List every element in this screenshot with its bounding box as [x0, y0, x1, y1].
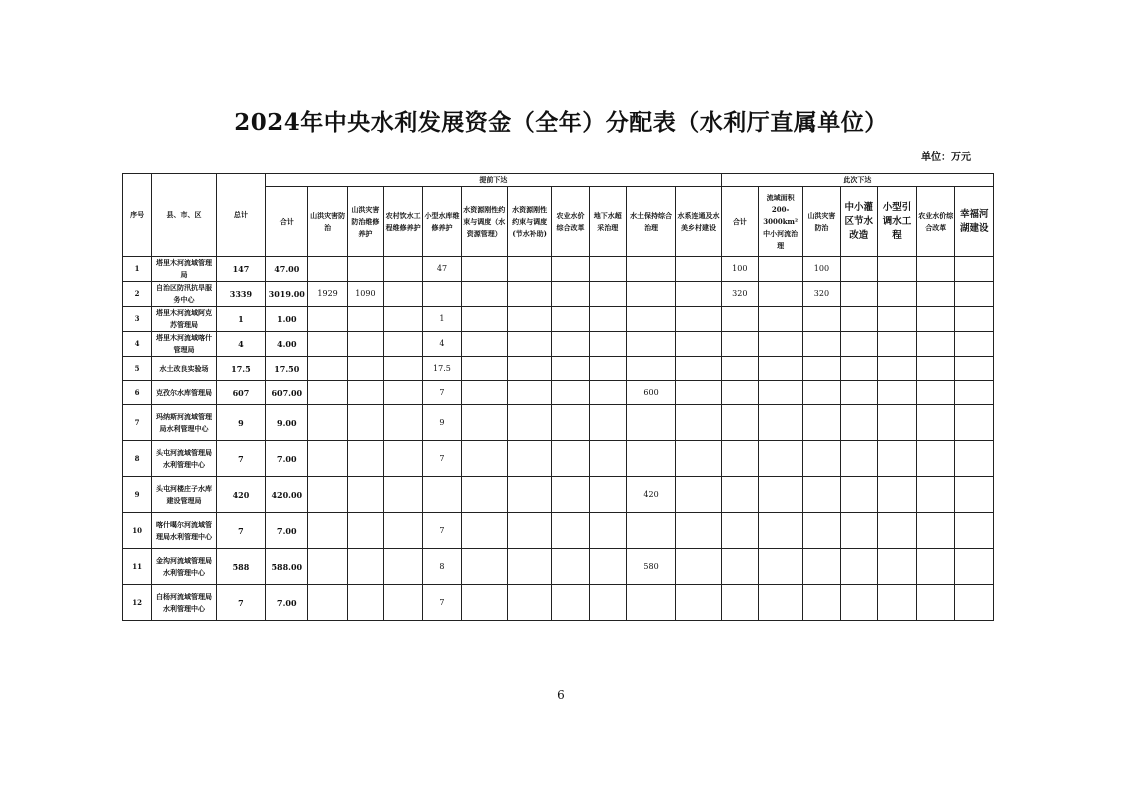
- header-advance-col: 农村饮水工程维修养护: [384, 187, 423, 257]
- cell-current: [955, 332, 994, 357]
- cell-current: [917, 282, 955, 307]
- cell-advance: [589, 381, 626, 405]
- header-current-group: 此次下达: [721, 174, 993, 187]
- cell-seq: 12: [123, 585, 152, 621]
- cell-total: 1: [216, 307, 265, 332]
- header-advance-col: 山洪灾害防治: [308, 187, 347, 257]
- cell-advance: [347, 513, 383, 549]
- cell-advance: [384, 381, 423, 405]
- cell-current: [758, 381, 802, 405]
- cell-current: [917, 307, 955, 332]
- cell-advance: 3019.00: [266, 282, 308, 307]
- cell-advance: [384, 549, 423, 585]
- cell-current: [877, 513, 916, 549]
- cell-current: [877, 381, 916, 405]
- cell-current: [803, 332, 840, 357]
- cell-current: [758, 257, 802, 282]
- cell-advance: 7: [423, 381, 461, 405]
- cell-advance: [507, 585, 551, 621]
- cell-current: [877, 282, 916, 307]
- cell-region: 白杨河流域管理局水利管理中心: [152, 585, 217, 621]
- cell-advance: [461, 513, 507, 549]
- cell-seq: 11: [123, 549, 152, 585]
- cell-advance: [507, 405, 551, 441]
- cell-total: 4: [216, 332, 265, 357]
- cell-advance: 580: [626, 549, 675, 585]
- cell-advance: 588.00: [266, 549, 308, 585]
- cell-advance: [552, 441, 589, 477]
- cell-advance: [347, 357, 383, 381]
- cell-total: 607: [216, 381, 265, 405]
- cell-advance: [507, 332, 551, 357]
- cell-advance: 4: [423, 332, 461, 357]
- cell-current: [803, 477, 840, 513]
- cell-advance: 8: [423, 549, 461, 585]
- cell-current: [917, 585, 955, 621]
- header-advance-col: 山洪灾害防治维修养护: [347, 187, 383, 257]
- cell-current: [877, 549, 916, 585]
- cell-current: [803, 357, 840, 381]
- cell-current: [721, 549, 758, 585]
- cell-seq: 3: [123, 307, 152, 332]
- cell-advance: [308, 585, 347, 621]
- cell-advance: [552, 357, 589, 381]
- cell-advance: [384, 257, 423, 282]
- cell-current: [803, 585, 840, 621]
- cell-region: 克孜尔水库管理局: [152, 381, 217, 405]
- cell-advance: [507, 477, 551, 513]
- header-advance-col: 合计: [266, 187, 308, 257]
- cell-advance: 7.00: [266, 441, 308, 477]
- cell-current: [758, 332, 802, 357]
- allocation-table: [122, 173, 994, 621]
- cell-current: [758, 549, 802, 585]
- cell-seq: 1: [123, 257, 152, 282]
- cell-total: 17.5: [216, 357, 265, 381]
- cell-advance: 7: [423, 513, 461, 549]
- table-row: [123, 585, 994, 621]
- cell-advance: [347, 477, 383, 513]
- cell-advance: 1.00: [266, 307, 308, 332]
- cell-advance: [676, 282, 721, 307]
- cell-advance: [461, 405, 507, 441]
- cell-current: [721, 332, 758, 357]
- cell-current: [955, 441, 994, 477]
- cell-advance: [626, 257, 675, 282]
- cell-advance: 420: [626, 477, 675, 513]
- cell-advance: [308, 307, 347, 332]
- cell-current: [840, 307, 877, 332]
- cell-advance: [461, 549, 507, 585]
- cell-current: [955, 585, 994, 621]
- cell-region: 金沟河流域管理局水利管理中心: [152, 549, 217, 585]
- cell-advance: [589, 585, 626, 621]
- cell-current: [721, 381, 758, 405]
- cell-advance: [589, 441, 626, 477]
- cell-current: [840, 441, 877, 477]
- cell-current: [955, 357, 994, 381]
- cell-advance: 7.00: [266, 513, 308, 549]
- header-advance-col: 水土保持综合治理: [626, 187, 675, 257]
- cell-advance: [676, 307, 721, 332]
- cell-advance: 9.00: [266, 405, 308, 441]
- unit-label: 单位：万元: [921, 152, 971, 163]
- header-advance-group: 提前下达: [266, 174, 722, 187]
- table-row: [123, 549, 994, 585]
- cell-advance: [589, 405, 626, 441]
- cell-current: [955, 257, 994, 282]
- cell-advance: 1090: [347, 282, 383, 307]
- cell-current: [917, 257, 955, 282]
- cell-advance: [676, 477, 721, 513]
- table-row: [123, 381, 994, 405]
- table-row: [123, 332, 994, 357]
- cell-advance: [589, 332, 626, 357]
- cell-advance: [676, 441, 721, 477]
- cell-current: [877, 585, 916, 621]
- header-advance-col: 水资源刚性约束与调度（水资源管理）: [461, 187, 507, 257]
- cell-advance: [626, 357, 675, 381]
- cell-advance: [552, 282, 589, 307]
- table-row: [123, 257, 994, 282]
- cell-advance: [308, 477, 347, 513]
- cell-advance: [347, 381, 383, 405]
- cell-current: [917, 357, 955, 381]
- cell-advance: [626, 405, 675, 441]
- cell-advance: [384, 405, 423, 441]
- cell-advance: [461, 477, 507, 513]
- cell-region: 塔里木河流域阿克苏管理局: [152, 307, 217, 332]
- cell-total: 9: [216, 405, 265, 441]
- cell-advance: [347, 257, 383, 282]
- cell-advance: [589, 257, 626, 282]
- cell-advance: [461, 381, 507, 405]
- cell-advance: [384, 441, 423, 477]
- cell-current: [758, 282, 802, 307]
- table-row: [123, 357, 994, 381]
- cell-current: [721, 441, 758, 477]
- cell-advance: 17.50: [266, 357, 308, 381]
- header-total: 总计: [216, 174, 265, 257]
- cell-advance: [308, 441, 347, 477]
- cell-advance: [676, 405, 721, 441]
- cell-advance: [347, 332, 383, 357]
- cell-current: [877, 307, 916, 332]
- cell-current: [721, 357, 758, 381]
- cell-advance: [589, 357, 626, 381]
- cell-seq: 9: [123, 477, 152, 513]
- cell-advance: [589, 307, 626, 332]
- page-number: 6: [557, 688, 565, 702]
- cell-advance: [626, 513, 675, 549]
- cell-advance: [423, 477, 461, 513]
- cell-current: [758, 585, 802, 621]
- cell-advance: [507, 357, 551, 381]
- cell-advance: [507, 257, 551, 282]
- header-advance-col: 地下水超采治理: [589, 187, 626, 257]
- cell-current: [721, 477, 758, 513]
- cell-advance: [507, 381, 551, 405]
- header-region: 县、市、区: [152, 174, 217, 257]
- cell-current: 320: [721, 282, 758, 307]
- cell-current: [877, 357, 916, 381]
- cell-seq: 10: [123, 513, 152, 549]
- cell-advance: [347, 549, 383, 585]
- cell-advance: [507, 307, 551, 332]
- cell-region: 喀什噶尔河流域管理局水利管理中心: [152, 513, 217, 549]
- cell-advance: 1: [423, 307, 461, 332]
- cell-current: [803, 381, 840, 405]
- cell-current: [877, 257, 916, 282]
- table-body: [123, 257, 994, 621]
- cell-advance: [507, 441, 551, 477]
- cell-current: [917, 405, 955, 441]
- cell-advance: [384, 357, 423, 381]
- cell-advance: [461, 307, 507, 332]
- cell-advance: 17.5: [423, 357, 461, 381]
- cell-advance: [347, 441, 383, 477]
- header-current-col: 农业水价综合改革: [917, 187, 955, 257]
- cell-advance: [507, 282, 551, 307]
- table-row: [123, 441, 994, 477]
- cell-advance: [676, 257, 721, 282]
- cell-advance: [308, 381, 347, 405]
- table-row: [123, 282, 994, 307]
- table-row: [123, 405, 994, 441]
- cell-current: [955, 405, 994, 441]
- cell-advance: [626, 332, 675, 357]
- cell-advance: [308, 257, 347, 282]
- cell-advance: [461, 585, 507, 621]
- cell-current: [840, 513, 877, 549]
- cell-total: 7: [216, 441, 265, 477]
- cell-current: [758, 405, 802, 441]
- cell-current: [877, 477, 916, 513]
- cell-advance: [423, 282, 461, 307]
- cell-advance: [676, 513, 721, 549]
- cell-current: 100: [803, 257, 840, 282]
- cell-current: [758, 477, 802, 513]
- cell-advance: [308, 513, 347, 549]
- cell-seq: 7: [123, 405, 152, 441]
- cell-advance: 47.00: [266, 257, 308, 282]
- cell-advance: [384, 513, 423, 549]
- cell-current: [955, 549, 994, 585]
- cell-current: [803, 441, 840, 477]
- cell-total: 588: [216, 549, 265, 585]
- cell-total: 420: [216, 477, 265, 513]
- cell-current: [877, 441, 916, 477]
- cell-advance: [384, 282, 423, 307]
- cell-current: [917, 513, 955, 549]
- cell-advance: [552, 585, 589, 621]
- cell-advance: 7: [423, 585, 461, 621]
- cell-advance: [308, 332, 347, 357]
- cell-advance: [347, 405, 383, 441]
- cell-current: [840, 257, 877, 282]
- cell-advance: [589, 549, 626, 585]
- cell-current: [721, 307, 758, 332]
- page-title: 2024年中央水利发展资金（全年）分配表（水利厅直属单位）: [234, 109, 888, 136]
- cell-region: 玛纳斯河流域管理局水利管理中心: [152, 405, 217, 441]
- cell-advance: [552, 257, 589, 282]
- cell-current: [877, 332, 916, 357]
- header-current-col: 中小灌区节水改造: [840, 187, 877, 257]
- cell-region: 头屯河流域管理局水利管理中心: [152, 441, 217, 477]
- cell-current: [917, 332, 955, 357]
- header-advance-col: 水系连通及水美乡村建设: [676, 187, 721, 257]
- table-row: [123, 477, 994, 513]
- cell-advance: [308, 405, 347, 441]
- cell-advance: [676, 332, 721, 357]
- table-row: [123, 513, 994, 549]
- cell-current: [877, 405, 916, 441]
- cell-advance: [676, 585, 721, 621]
- cell-advance: [676, 549, 721, 585]
- cell-current: [721, 405, 758, 441]
- cell-current: [803, 307, 840, 332]
- cell-advance: [552, 405, 589, 441]
- cell-total: 3339: [216, 282, 265, 307]
- cell-advance: 7.00: [266, 585, 308, 621]
- cell-advance: [461, 282, 507, 307]
- cell-advance: [552, 332, 589, 357]
- cell-advance: [552, 307, 589, 332]
- cell-advance: [626, 441, 675, 477]
- cell-advance: [507, 549, 551, 585]
- cell-current: 320: [803, 282, 840, 307]
- cell-advance: [461, 257, 507, 282]
- header-advance-col: 小型水库维修养护: [423, 187, 461, 257]
- cell-advance: [507, 513, 551, 549]
- cell-advance: [626, 282, 675, 307]
- cell-current: [721, 513, 758, 549]
- cell-region: 塔里木河流域喀什管理局: [152, 332, 217, 357]
- cell-advance: 47: [423, 257, 461, 282]
- cell-advance: [552, 477, 589, 513]
- cell-current: [721, 585, 758, 621]
- cell-current: [955, 282, 994, 307]
- cell-current: [840, 357, 877, 381]
- cell-current: [955, 477, 994, 513]
- cell-current: [803, 549, 840, 585]
- cell-advance: [384, 332, 423, 357]
- cell-seq: 6: [123, 381, 152, 405]
- header-current-col: 山洪灾害防治: [803, 187, 840, 257]
- cell-advance: [552, 381, 589, 405]
- header-current-col: 幸福河湖建设: [955, 187, 994, 257]
- cell-advance: [676, 381, 721, 405]
- cell-advance: 9: [423, 405, 461, 441]
- cell-advance: 607.00: [266, 381, 308, 405]
- cell-current: [840, 477, 877, 513]
- cell-advance: [384, 477, 423, 513]
- table-row: [123, 307, 994, 332]
- cell-current: [917, 549, 955, 585]
- cell-current: [840, 585, 877, 621]
- cell-advance: 7: [423, 441, 461, 477]
- cell-current: [917, 441, 955, 477]
- cell-advance: [589, 477, 626, 513]
- cell-advance: [676, 357, 721, 381]
- header-advance-col: 农业水价综合改革: [552, 187, 589, 257]
- cell-region: 水土改良实验场: [152, 357, 217, 381]
- cell-total: 7: [216, 585, 265, 621]
- cell-advance: [589, 282, 626, 307]
- cell-current: [840, 381, 877, 405]
- cell-seq: 2: [123, 282, 152, 307]
- cell-advance: [308, 549, 347, 585]
- cell-current: [758, 441, 802, 477]
- cell-current: [840, 332, 877, 357]
- cell-region: 自治区防汛抗旱服务中心: [152, 282, 217, 307]
- cell-current: [955, 307, 994, 332]
- cell-current: [758, 513, 802, 549]
- header-advance-col: 水资源刚性约束与调度(节水补助): [507, 187, 551, 257]
- cell-advance: [384, 585, 423, 621]
- cell-advance: 600: [626, 381, 675, 405]
- cell-current: 100: [721, 257, 758, 282]
- cell-advance: [461, 357, 507, 381]
- cell-current: [840, 282, 877, 307]
- cell-advance: [552, 513, 589, 549]
- cell-current: [840, 549, 877, 585]
- header-current-col: 流域面积200-3000km²中小河流治理: [758, 187, 802, 257]
- cell-total: 7: [216, 513, 265, 549]
- cell-region: 塔里木河流域管理局: [152, 257, 217, 282]
- cell-current: [803, 513, 840, 549]
- cell-advance: [384, 307, 423, 332]
- cell-seq: 4: [123, 332, 152, 357]
- cell-current: [840, 405, 877, 441]
- cell-advance: [626, 585, 675, 621]
- cell-advance: [347, 585, 383, 621]
- cell-advance: [589, 513, 626, 549]
- cell-advance: [308, 357, 347, 381]
- cell-current: [803, 405, 840, 441]
- header-current-col: 小型引调水工程: [877, 187, 916, 257]
- cell-current: [917, 381, 955, 405]
- cell-current: [758, 307, 802, 332]
- header-seq: 序号: [123, 174, 152, 257]
- header-current-col: 合计: [721, 187, 758, 257]
- cell-current: [758, 357, 802, 381]
- cell-total: 147: [216, 257, 265, 282]
- cell-current: [955, 381, 994, 405]
- cell-seq: 5: [123, 357, 152, 381]
- cell-region: 头屯河楼庄子水库建设管理局: [152, 477, 217, 513]
- cell-advance: 420.00: [266, 477, 308, 513]
- cell-advance: 4.00: [266, 332, 308, 357]
- cell-advance: 1929: [308, 282, 347, 307]
- cell-advance: [552, 549, 589, 585]
- cell-current: [955, 513, 994, 549]
- cell-current: [917, 477, 955, 513]
- cell-advance: [461, 332, 507, 357]
- cell-seq: 8: [123, 441, 152, 477]
- cell-advance: [461, 441, 507, 477]
- cell-advance: [347, 307, 383, 332]
- cell-advance: [626, 307, 675, 332]
